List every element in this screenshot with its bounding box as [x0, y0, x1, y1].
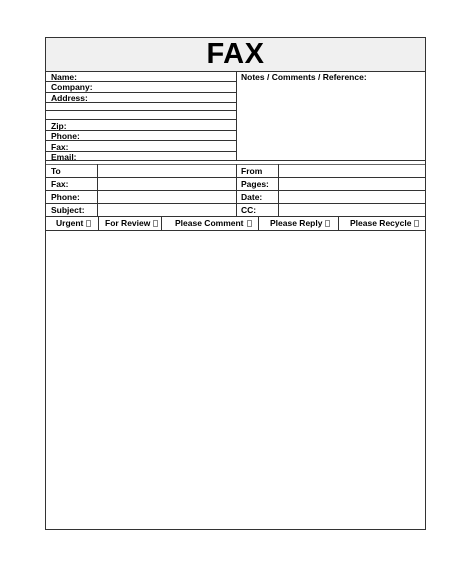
for-review-checkbox[interactable] [105, 218, 158, 228]
message-body[interactable] [46, 231, 425, 529]
please-reply-label: Please Reply [270, 218, 323, 228]
checkbox-divider-3 [258, 216, 259, 230]
please-comment-label: Please Comment [175, 218, 244, 228]
title-bar [46, 38, 425, 72]
checkbox-icon [325, 220, 330, 227]
checkbox-divider-2 [161, 216, 162, 230]
phone-label: Phone: [51, 131, 80, 141]
fax-field[interactable] [46, 151, 236, 152]
please-recycle-label: Please Recycle [350, 218, 412, 228]
notes-label: Notes / Comments / Reference: [241, 72, 367, 82]
from-input[interactable] [279, 165, 425, 177]
name-field[interactable] [46, 81, 236, 82]
urgent-label: Urgent [56, 218, 84, 228]
to-input[interactable] [98, 165, 236, 177]
date-label: Date: [241, 192, 263, 202]
recipient-fax-input[interactable] [98, 178, 236, 190]
address-field[interactable] [46, 102, 236, 103]
date-input[interactable] [279, 191, 425, 203]
zip-field[interactable] [46, 130, 236, 131]
company-label: Company: [51, 82, 93, 92]
recipient-fax-label: Fax: [51, 179, 69, 189]
recipient-phone-input[interactable] [98, 191, 236, 203]
checkbox-icon [153, 220, 158, 227]
to-label: To [51, 166, 61, 176]
phone-field[interactable] [46, 140, 236, 141]
address-label: Address: [51, 93, 88, 103]
notes-area[interactable] [237, 82, 425, 160]
for-review-label: For Review [105, 218, 151, 228]
email-label: Email: [51, 152, 77, 162]
address-field-line-3[interactable] [46, 119, 236, 120]
cc-input[interactable] [279, 204, 425, 216]
checkbox-divider-1 [98, 216, 99, 230]
from-label: From [241, 166, 263, 176]
company-field[interactable] [46, 92, 236, 93]
cc-label: CC: [241, 205, 257, 215]
subject-label: Subject: [51, 205, 85, 215]
checkbox-icon [247, 220, 252, 227]
please-recycle-checkbox[interactable] [350, 218, 419, 228]
please-reply-checkbox[interactable] [270, 218, 330, 228]
pages-input[interactable] [279, 178, 425, 190]
address-field-line-2[interactable] [46, 110, 236, 111]
recipient-phone-label: Phone: [51, 192, 80, 202]
urgent-checkbox[interactable] [56, 218, 91, 228]
subject-input[interactable] [98, 204, 236, 216]
fax-label: Fax: [51, 142, 69, 152]
page-title: FAX [206, 38, 265, 70]
pages-label: Pages: [241, 179, 269, 189]
zip-label: Zip: [51, 121, 67, 131]
fax-cover-sheet [45, 37, 426, 530]
name-label: Name: [51, 72, 77, 82]
checkbox-icon [86, 220, 91, 227]
separator-top [46, 160, 425, 161]
checkbox-divider-4 [338, 216, 339, 230]
routing-row-line-4 [46, 216, 425, 217]
please-comment-checkbox[interactable] [175, 218, 252, 228]
checkbox-icon [414, 220, 419, 227]
